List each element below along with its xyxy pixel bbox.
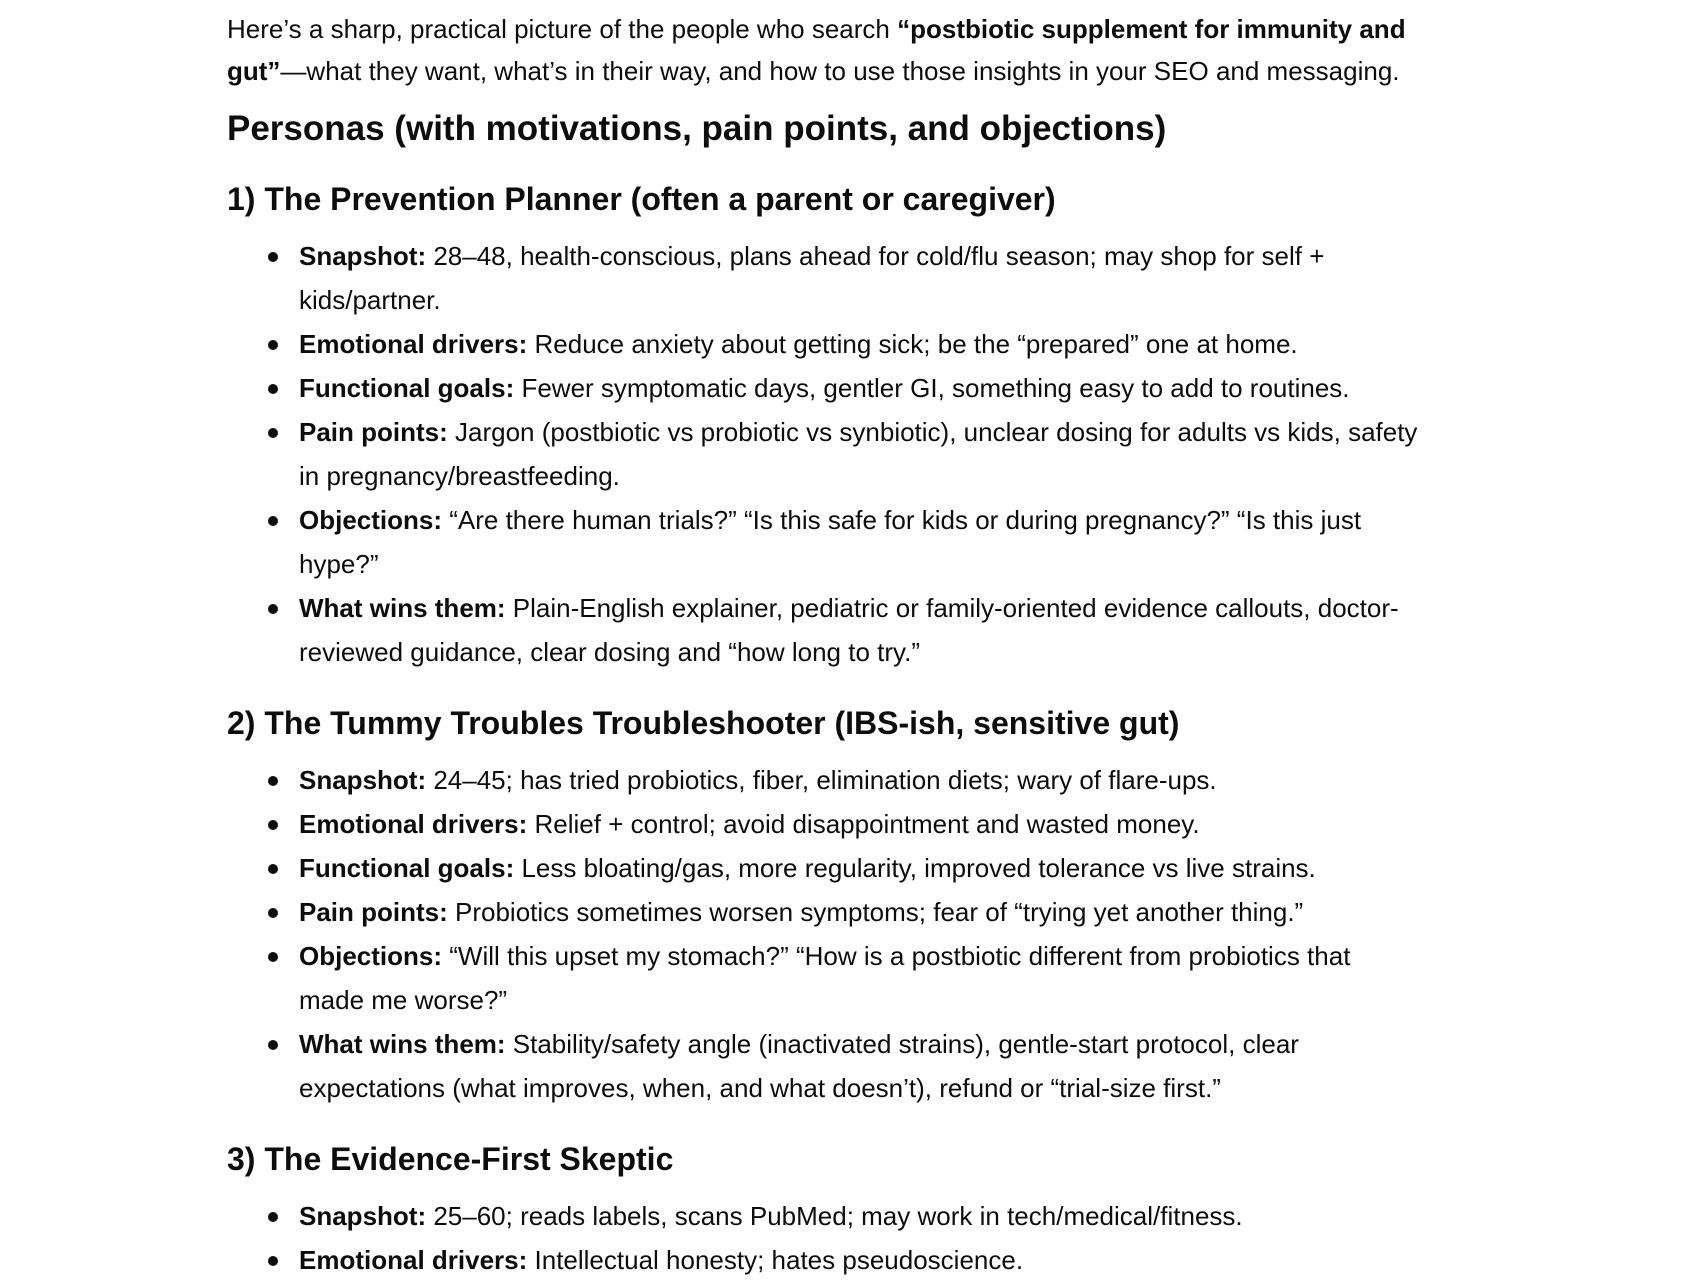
persona-bullet — [299, 498, 1419, 586]
intro-text-bold-keyword: “postbiotic supplement for immunity and gut” — [227, 14, 1406, 86]
page-title: Personas (with motivations, pain points, and objections) — [227, 109, 1167, 148]
persona-heading: 2) The Tummy Troubles Troubleshooter (IBS-ish, sensitive gut) — [227, 705, 1180, 741]
bullet-text: Plain-English explainer, pediatric or family-oriented evidence callouts, doctor-reviewed guidance, clear dosing and “how long to try.” — [299, 593, 1399, 667]
persona-bullet-list — [227, 234, 1419, 674]
bullet-label: Functional goals: — [299, 373, 515, 403]
bullet-text: Probiotics sometimes worsen symptoms; fear of “trying yet another thing.” — [447, 897, 1304, 927]
bullet-text: 24–45; has tried probiotics, fiber, elimination diets; wary of flare-ups. — [426, 765, 1217, 795]
persona-bullet-list — [227, 758, 1419, 1110]
bullet-label: Pain points: — [299, 417, 448, 447]
persona-bullet — [299, 802, 1419, 846]
persona-bullet — [299, 322, 1419, 366]
persona-bullet — [299, 934, 1419, 1022]
bullet-label: Snapshot: — [299, 1201, 427, 1231]
intro-text-post: —what they want, what’s in their way, and how to use those insights in your SEO and messaging. — [280, 56, 1400, 86]
persona-bullet — [299, 1238, 1419, 1282]
bullet-text: Fewer symptomatic days, gentler GI, something easy to add to routines. — [514, 373, 1350, 403]
persona-bullet — [299, 1022, 1419, 1110]
persona-bullet — [299, 846, 1419, 890]
bullet-text: “Are there human trials?” “Is this safe for kids or during pregnancy?” “Is this just hype?” — [299, 505, 1362, 579]
bullet-text: Jargon (postbiotic vs probiotic vs synbiotic), unclear dosing for adults vs kids, safety in pregnancy/breastfeeding. — [299, 417, 1418, 491]
bullet-text: Intellectual honesty; hates pseudoscience. — [527, 1245, 1024, 1275]
persona-bullet — [299, 890, 1419, 934]
bullet-text: Reduce anxiety about getting sick; be the “prepared” one at home. — [527, 329, 1298, 359]
persona-bullet — [299, 234, 1419, 322]
persona-bullet — [299, 410, 1419, 498]
persona-bullet — [299, 758, 1419, 802]
bullet-label: Snapshot: — [299, 241, 427, 271]
bullet-text: Less bloating/gas, more regularity, improved tolerance vs live strains. — [514, 853, 1316, 883]
persona-heading: 1) The Prevention Planner (often a parent or caregiver) — [227, 181, 1056, 217]
bullet-label: Emotional drivers: — [299, 809, 528, 839]
persona-section — [227, 180, 1419, 674]
bullet-text: Stability/safety angle (inactivated strains), gentle-start protocol, clear expectations (what improves, when, and what doesn’t), refund or “trial-size first.” — [299, 1029, 1299, 1103]
personas-container — [227, 180, 1419, 1282]
bullet-text: Relief + control; avoid disappointment and wasted money. — [527, 809, 1200, 839]
intro-text-pre: Here’s a sharp, practical picture of the people who search — [227, 14, 898, 44]
bullet-text: “Will this upset my stomach?” “How is a postbiotic different from probiotics that made me worse?” — [299, 941, 1351, 1015]
bullet-label: Objections: — [299, 941, 443, 971]
persona-section — [227, 704, 1419, 1110]
bullet-label: What wins them: — [299, 1029, 506, 1059]
bullet-text: 28–48, health-conscious, plans ahead for cold/flu season; may shop for self + kids/partner. — [299, 241, 1325, 315]
intro-paragraph — [227, 8, 1419, 92]
document-body — [227, 0, 1419, 1282]
bullet-label: Snapshot: — [299, 765, 427, 795]
bullet-label: Emotional drivers: — [299, 1245, 528, 1275]
bullet-label: What wins them: — [299, 593, 506, 623]
bullet-label: Emotional drivers: — [299, 329, 528, 359]
persona-heading: 3) The Evidence-First Skeptic — [227, 1141, 674, 1177]
bullet-text: 25–60; reads labels, scans PubMed; may work in tech/medical/fitness. — [426, 1201, 1243, 1231]
persona-section — [227, 1140, 1419, 1282]
persona-bullet — [299, 1194, 1419, 1238]
bullet-label: Objections: — [299, 505, 443, 535]
bullet-label: Functional goals: — [299, 853, 515, 883]
persona-bullet — [299, 366, 1419, 410]
persona-bullet — [299, 586, 1419, 674]
persona-bullet-list — [227, 1194, 1419, 1282]
bullet-label: Pain points: — [299, 897, 448, 927]
